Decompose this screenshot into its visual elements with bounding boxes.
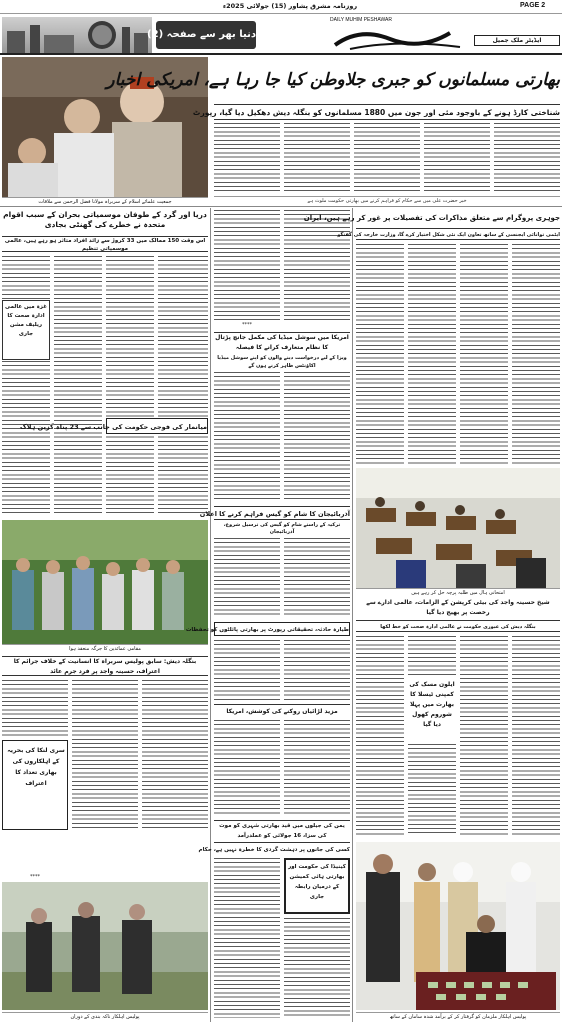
center-top-col-2 (284, 210, 350, 320)
sidebar-box-headline: غزہ میں عالمی ادارہ صحت کا ریلیف مشن جاری (5, 304, 47, 337)
hasina-col-2 (408, 636, 456, 676)
group-photo (2, 520, 208, 644)
boxed-left-text: سری لنکا کی بحریہ کے اہلکاروں کی بھاری تعداد کا اعتراف (7, 747, 65, 787)
iran-subhead: ایٹمی توانائی ایجنسی کے ساتھ تعاون ایک نئی شکل اختیار کرے گا، وزارت خارجہ کی گفتگو (356, 228, 560, 240)
elephant-box (408, 680, 456, 740)
climate-col-1 (2, 256, 50, 514)
masthead-sub: DAILY MUHIM PESHAWAR (330, 17, 392, 23)
iran-col-3 (460, 244, 508, 464)
climate-col-3 (106, 256, 154, 514)
climate-col-2 (54, 256, 102, 514)
bangladesh-headline: بنگلہ دیش: سابق پولیس سربراہ کا انسانیت کے خلاف جرائم کا اعتراف، حسینہ واجد پر فرد جرم عائد (2, 656, 208, 676)
calligraphy-logo (330, 25, 470, 51)
cricket-headline: مزید لڑائیاں روکنے کی کوشش، امریکا (214, 704, 350, 718)
bangladesh-col-3 (142, 680, 208, 830)
hasina-col-3 (460, 636, 508, 836)
plane-headline: طیارہ حادثہ، تحقیقاتی رپورٹ پر بھارتی پائلٹوں کو تحفظات (214, 622, 350, 636)
col-rule-2 (352, 208, 353, 1022)
bangladesh-col-1 (2, 680, 68, 736)
fasl-col-1 (214, 858, 280, 1018)
us-col-2 (284, 372, 350, 502)
editor-label: ایڈیٹر ملک جمیل (474, 35, 560, 46)
stars-center: **** (242, 322, 252, 328)
section-badge: دنیا بھر سے صفحہ (2) (156, 21, 256, 49)
hostage-headline: یمن کی جیلوں میں قید بھارتی شہری کو موت کی سزا، 16 جولائی کو عملدرآمد (214, 820, 350, 840)
lead-continuation: خبر حضرت علی میں سے حکام کو فراہم کرنے میں بھارتی حکومت ملوث ہے (214, 196, 560, 204)
police-photo-right (356, 842, 560, 1010)
hasina-headline: شیخ حسینہ واجد کی بیٹی کرپشن کے الزامات، عالمی ادارے سے رخصت پر بھیج دیا گیا (366, 599, 550, 616)
hasina-subhead: بنگلہ دیش کی عبوری حکومت نے عالمی ادارہ صحت کو خط لکھا (356, 620, 560, 632)
date-line: روزنامہ مشرق پشاور (15) جولائی 2025ء (222, 2, 358, 10)
divider (0, 206, 562, 207)
hasina-col-1 (356, 636, 404, 836)
group-caption: مقامی عمائدین کا جرگہ منعقد ہوا (2, 644, 208, 653)
masthead (0, 15, 562, 55)
top-date-strip (0, 0, 562, 14)
azerbaijan-subhead: ترکیہ کے راستے شام کو گیس کی ترسیل شروع، آذربائیجان (223, 522, 341, 535)
us-headline: امریکا میں سوشل میڈیا کی مکمل جانچ پڑتال کا نظام متعارف کرانے کا فیصلہ (215, 334, 349, 351)
exam-photo (356, 468, 560, 588)
page-label: PAGE 2 (520, 2, 546, 9)
military-headline: میانمار کی فوجی حکومت کی جانب سے 23 پناہ گزین ہلاک (106, 418, 208, 434)
box-center-text: کینیڈا کی حکومت اور بھارتی ہائی کمیشن کے درمیان رابطہ جاری (288, 864, 346, 900)
lead-col-3 (354, 123, 420, 193)
cricket-col-2 (284, 720, 350, 816)
lead-col-4 (424, 123, 490, 193)
iran-col-1 (356, 244, 404, 464)
hasina-col-4 (512, 636, 560, 836)
elephant-headline: ایلون مسک کی کمپنی ٹیسلا کا بھارت میں پہلا شوروم کھول دیا گیا (409, 681, 455, 728)
climate-headline: دریا اور گرد کے طوفان موسمیاتی بحران کے سبب اقوام متحدہ نے خطرے کی گھنٹی بجادی (3, 210, 207, 229)
stars-left: **** (30, 874, 40, 880)
box-center (284, 858, 350, 914)
iran-headline: جوہری پروگرام سے متعلق مذاکرات کی تفصیلات پر غور کر رہے ہیں، ایران (303, 214, 560, 222)
bangladesh-col-2 (72, 680, 138, 830)
iran-col-4 (512, 244, 560, 464)
plane-col-1 (214, 640, 280, 700)
climate-subhead: اس وقت 150 ممالک میں 33 کروڑ سے زائد افراد متاثر ہو رہے ہیں، عالمی موسمیاتی تنظیم (2, 236, 208, 252)
masthead-logo (330, 17, 470, 53)
col-rule-1 (210, 208, 211, 1022)
police-caption: پولیس اہلکار ملزمان کو گرفتار کر کے برآمد شدہ سامان کے ساتھ (356, 1012, 560, 1021)
exam-caption: امتحانی ہال میں طلبہ پرچہ حل کر رہے ہیں (356, 588, 560, 597)
lead-photo-caption: جمعیت علمائے اسلام کے سربراہ مولانا فضل الرحمن سے ملاقات (2, 197, 208, 206)
boxed-left (2, 740, 68, 830)
azerbaijan-col-2 (284, 538, 350, 618)
center-top-col-1 (214, 210, 280, 320)
azerbaijan-col-1 (214, 538, 280, 618)
fasl-headline: کسی کی جانوں پر دہشت گردی کا خطرہ نہیں ہے، حکام (214, 842, 350, 856)
elephant-col (408, 744, 456, 836)
police-photo-left (2, 882, 208, 1010)
center-bottom-col (284, 918, 350, 1018)
azerbaijan-headline: آذربائیجان کا شام کو گیس فراہم کرنے کا اعلان (214, 506, 350, 520)
left-sidebar-box (2, 300, 50, 360)
lead-subhead: شناختی کارڈ ہونے کے باوجود مئی اور جون میں 1880 مسلمانوں کو بنگلہ دیش دھکیل دیا گیا، رپورٹ (214, 104, 560, 120)
plane-col-2 (284, 640, 350, 700)
cricket-col-1 (214, 720, 280, 816)
skyline-graphic (2, 17, 152, 53)
climate-col-4 (158, 256, 208, 514)
lead-col-2 (284, 123, 350, 193)
lead-headline: بھارتی مسلمانوں کو جبری جلاوطن کیا جا رہا ہے، امریکی اخبار (106, 70, 560, 90)
us-subhead: ویزا کے لیے درخواست دینے والوں کو اپنے سوشل میڈیا اکاؤنٹس ظاہر کرنے ہوں گے (217, 355, 347, 369)
iran-col-2 (408, 244, 456, 464)
lead-col-1 (214, 123, 280, 193)
lead-col-5 (494, 123, 560, 193)
police-left-caption: پولیس اہلکار ناکہ بندی کے دوران (2, 1012, 208, 1021)
us-col-1 (214, 372, 280, 502)
